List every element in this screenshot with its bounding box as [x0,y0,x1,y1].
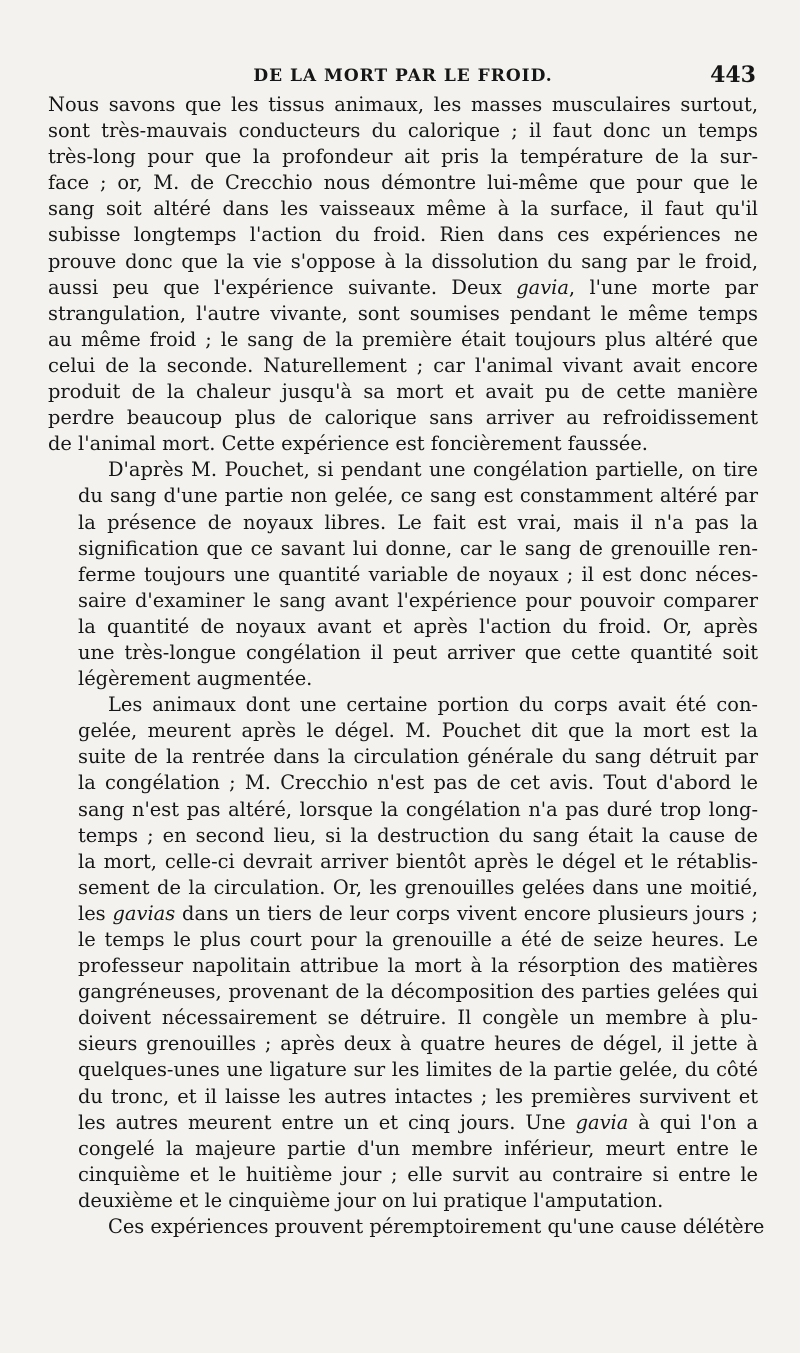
italic-term: gavias [112,901,176,925]
text-line [48,744,758,770]
text-segment: du tronc, et il laisse les autres intactes ; les premières survivent et [78,1084,758,1108]
text-segment: les [78,901,113,925]
text-line [48,692,758,718]
text-segment: sont très-mauvais conducteurs du calorique ; il faut donc un temps [48,119,758,143]
running-head [48,60,758,92]
text-segment: une très-longue congélation il peut arriver que cette quantité soit [78,640,758,664]
text-segment: professeur napolitain attribue la mort à la résorption des matières [78,954,758,978]
text-segment: très-long pour que la profondeur ait pris la température de la sur- [48,145,758,169]
text-line [48,1084,758,1110]
text-line [48,379,758,405]
text-line [48,1214,765,1240]
italic-term: gavia [575,1110,629,1134]
text-segment: celui de la seconde. Naturellement ; car l'animal vivant avait encore [48,353,758,377]
running-title: DE LA MORT PAR LE FROID. [253,66,553,86]
text-segment: Nous savons que les tissus animaux, les masses musculaires surtout, [48,93,758,116]
text-line [48,249,758,275]
text-segment: strangulation, l'autre vivante, sont soumises pendant le même temps [48,301,758,325]
text-line [48,1110,758,1136]
text-line [48,797,758,823]
text-line [48,875,758,901]
paragraph [48,457,758,692]
text-segment: doivent nécessairement se détruire. Il congèle un membre à plu- [78,1006,758,1030]
text-segment: quelques-unes une ligature sur les limites de la partie gelée, du côté [78,1058,758,1082]
text-line [48,510,758,536]
text-segment: à qui l'on a [628,1110,759,1134]
text-segment: la présence de noyaux libres. Le fait est vrai, mais il n'a pas la [78,510,758,534]
text-segment: produit de la chaleur jusqu'à sa mort et avait pu de cette manière [48,380,758,404]
text-line [48,823,758,849]
text-line [48,901,758,927]
italic-term: gavia [516,275,569,299]
text-line [48,588,758,614]
text-line [48,1031,758,1057]
text-segment: perdre beaucoup plus de calorique sans arriver au refroidissement [48,406,758,430]
text-line [48,92,758,118]
text-line [48,640,758,666]
text-segment: , l'une morte par [568,275,759,299]
text-segment: deuxième et le cinquième jour on lui pratique l'amputation. [78,1188,664,1212]
paragraph [48,92,758,457]
text-segment: légèrement augmentée. [78,667,313,691]
text-line [48,1136,758,1162]
text-segment: congelé la majeure partie d'un membre inférieur, meurt entre le [78,1136,758,1160]
text-segment: sang soit altéré dans les vaisseaux même à la surface, il faut qu'il [48,197,758,221]
text-segment: face ; or, M. de Crecchio nous démontre lui-même que pour que le [48,171,758,195]
text-line [48,170,758,196]
text-line [48,431,758,457]
text-line [48,483,758,509]
text-line [48,849,758,875]
text-segment: aussi peu que l'expérience suivante. Deux [48,275,517,299]
text-line [48,1057,758,1083]
text-segment: signification que ce savant lui donne, car le sang de grenouille ren- [78,536,758,560]
text-line [48,301,758,327]
text-line [48,562,758,588]
text-line [48,927,758,953]
text-segment: prouve donc que la vie s'oppose à la dissolution du sang par le froid, [48,249,758,273]
text-segment: ferme toujours une quantité variable de noyaux ; il est donc néces- [78,562,758,586]
text-segment: dans un tiers de leur corps vivent encore plusieurs jours ; [175,901,758,925]
text-line [48,1162,758,1188]
text-segment: au même froid ; le sang de la première était toujours plus altéré que [48,327,758,351]
text-line [48,536,758,562]
text-segment: saire d'examiner le sang avant l'expérience pour pouvoir comparer [78,588,758,612]
text-segment: Ces expériences prouvent péremptoirement qu'une cause délétère [108,1215,765,1239]
body-text [48,92,765,1240]
text-line [48,1005,758,1031]
text-line [48,953,758,979]
paragraph [48,1214,765,1240]
text-segment: la quantité de noyaux avant et après l'action du froid. Or, après [78,614,758,638]
text-line [48,614,758,640]
text-segment: suite de la rentrée dans la circulation générale du sang détruit par [78,745,758,769]
text-segment: le temps le plus court pour la grenouille a été de seize heures. Le [78,928,758,951]
text-segment: cinquième et le huitième jour ; elle survit au contraire si entre le [78,1162,758,1186]
text-line [48,979,758,1005]
text-segment: subisse longtemps l'action du froid. Rien dans ces expériences ne [48,223,758,247]
text-segment: Les animaux dont une certaine portion du corps avait été con- [108,693,758,717]
text-segment: gelée, meurent après le dégel. M. Pouchet dit que la mort est la [78,719,758,743]
text-segment: la mort, celle-ci devrait arriver bientôt après le dégel et le rétablis- [78,849,758,873]
paragraph [48,692,758,1214]
text-line [48,405,758,431]
text-segment: temps ; en second lieu, si la destruction du sang était la cause de [78,823,758,847]
text-line [48,718,758,744]
text-segment: sang n'est pas altéré, lorsque la congélation n'a pas duré trop long- [78,797,758,821]
text-line [48,327,758,353]
text-line [48,353,758,379]
text-line [48,457,758,483]
text-segment: gangréneuses, provenant de la décomposition des parties gelées qui [78,980,758,1004]
text-segment: du sang d'une partie non gelée, ce sang est constamment altéré par [78,484,758,508]
text-line [48,196,758,222]
text-segment: de l'animal mort. Cette expérience est foncièrement faussée. [48,432,648,456]
text-line [48,666,758,692]
text-line [48,1188,758,1214]
text-line [48,275,758,301]
page-number: 443 [710,62,756,88]
text-segment: sement de la circulation. Or, les grenouilles gelées dans une moitié, [78,875,758,899]
text-segment: les autres meurent entre un et cinq jours. Une [78,1110,576,1134]
text-line [48,144,758,170]
text-segment: la congélation ; M. Crecchio n'est pas de cet avis. Tout d'abord le [78,771,758,795]
text-segment: sieurs grenouilles ; après deux à quatre heures de dégel, il jette à [78,1032,758,1056]
text-segment: D'après M. Pouchet, si pendant une congélation partielle, on tire [108,458,758,482]
text-line [48,222,758,248]
text-line [48,770,758,796]
text-line [48,118,758,144]
